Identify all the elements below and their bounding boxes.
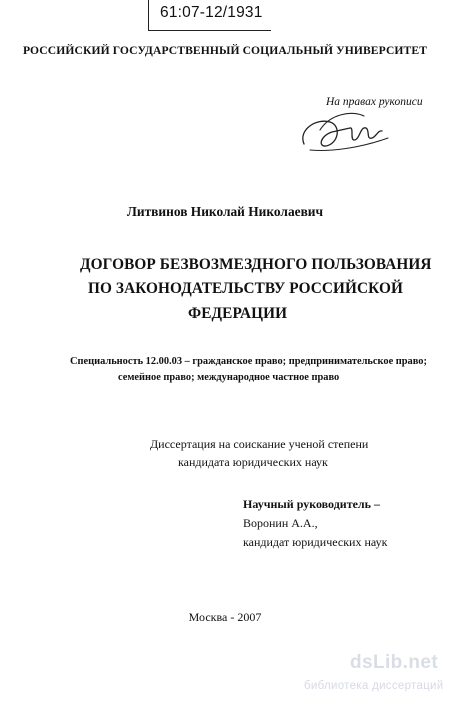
university-name: РОССИЙСКИЙ ГОСУДАРСТВЕННЫЙ СОЦИАЛЬНЫЙ УНИВЕРСИТЕТ <box>22 44 428 57</box>
watermark-logo: dsLib.net <box>350 652 439 673</box>
archive-stamp-code: 61:07-12/1931 <box>160 4 263 21</box>
advisor-degree: кандидат юридических наук <box>243 535 388 549</box>
city-year: Москва - 2007 <box>188 610 262 624</box>
title-line-2: ПО ЗАКОНОДАТЕЛЬСТВУ РОССИЙСКОЙ <box>88 280 403 297</box>
title-line-1: ДОГОВОР БЕЗВОЗМЕЗДНОГО ПОЛЬЗОВАНИЯ <box>80 256 432 273</box>
manuscript-note: На правах рукописи <box>326 96 423 108</box>
author-name: Литвинов Николай Николаевич <box>126 204 324 219</box>
watermark-subtitle: библиотека диссертаций <box>304 680 444 692</box>
advisor-label: Научный руководитель – <box>243 497 380 511</box>
advisor-name: Воронин А.А., <box>243 516 318 530</box>
handwritten-signature <box>290 100 400 160</box>
specialty-line-2: семейное право; международное частное право <box>118 372 340 383</box>
degree-line-1: Диссертация на соискание ученой степени <box>150 437 369 451</box>
specialty-line-1: Специальность 12.00.03 – гражданское право; предпринимательское право; <box>70 356 427 367</box>
degree-line-2: кандидата юридических наук <box>178 455 328 469</box>
title-line-3: ФЕДЕРАЦИИ <box>188 305 288 322</box>
